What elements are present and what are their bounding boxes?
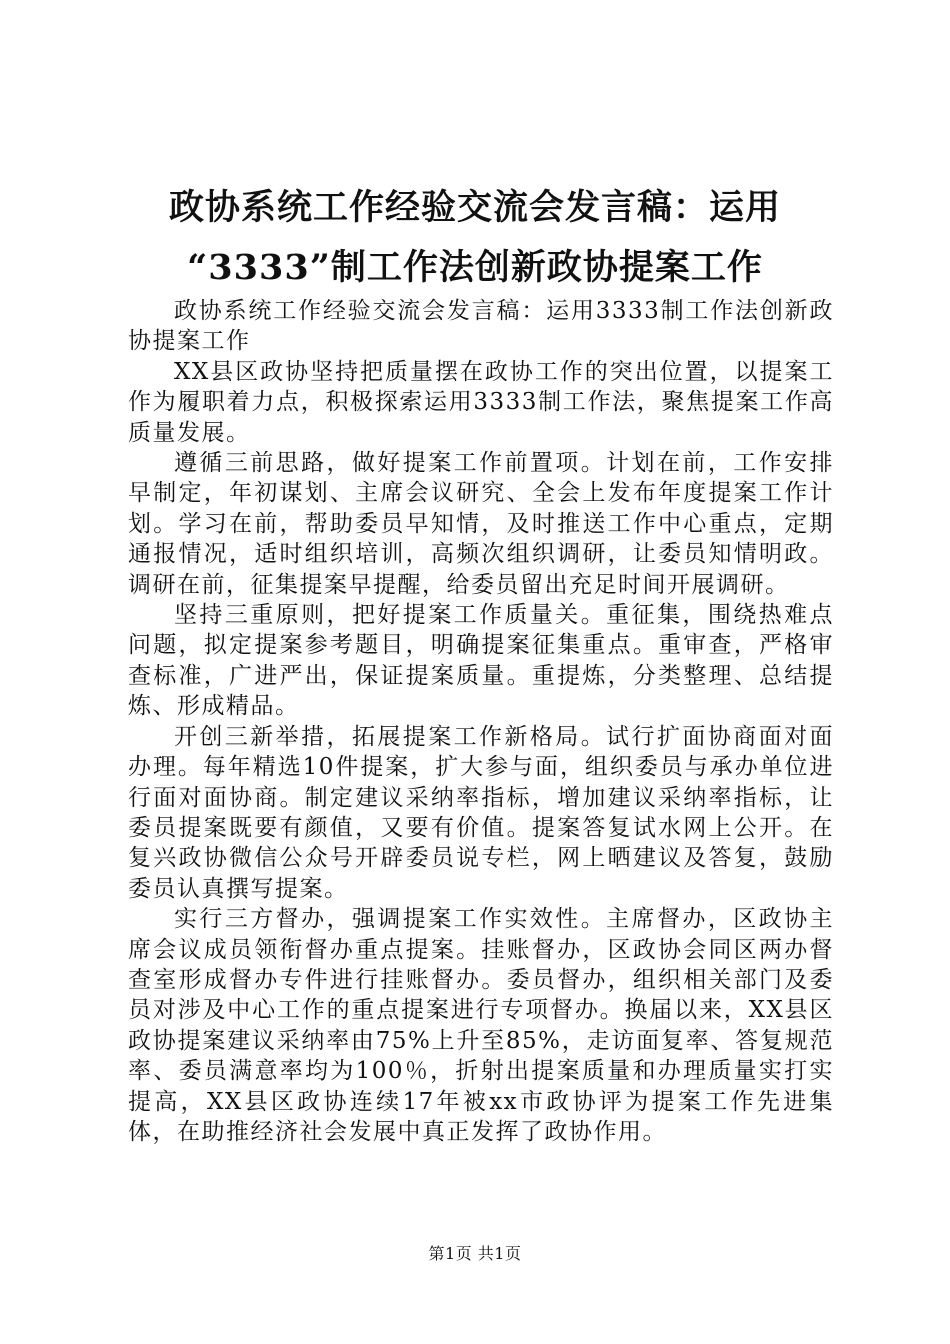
paragraph-intro: XX县区政协坚持把质量摆在政协工作的突出位置，以提案工作为履职着力点，积极探索运用3333制工作法，聚焦提案工作高质量发展。 — [128, 358, 834, 446]
paragraph-three-supervision: 实行三方督办，强调提案工作实效性。主席督办，区政协主席会议成员领衔督办重点提案。挂账督办，区政协会同区两办督查室形成督办专件进行挂账督办。委员督办，组织相关部门及委员对涉及中心工作的重点提案进行专项督办。换届以来，XX县区政协提案建议采纳率由75%上升至85%，走访面复率、答复规范率、委员满意率均为100％，折射出提案质量和办理质量实打实提高，XX县区政协连续17年被xx市政协评为提案工作先进集体，在助推经济社会发展中真正发挥了政协作用。 — [128, 906, 834, 1145]
document-body — [128, 296, 834, 1147]
page-footer: 第1页 共1页 — [428, 1244, 522, 1263]
document-title-line-2: “3333”制工作法创新政协提案工作 — [187, 247, 763, 288]
paragraph-three-new-measures: 开创三新举措，拓展提案工作新格局。试行扩面协商面对面办理。每年精选10件提案，扩大参与面，组织委员与承办单位进行面对面协商。制定建议采纳率指标，增加建议采纳率指标，让委员提案既要有颜值，又要有价值。提案答复试水网上公开。在复兴政协微信公众号开辟委员说专栏，网上晒建议及答复，鼓励委员认真撰写提案。 — [128, 723, 834, 902]
paragraph-three-fronts: 遵循三前思路，做好提案工作前置项。计划在前，工作安排早制定，年初谋划、主席会议研究、全会上发布年度提案工作计划。学习在前，帮助委员早知情，及时推送工作中心重点，定期通报情况，适时组织培训，高频次组织调研，让委员知情明政。调研在前，征集提案早提醒，给委员留出充足时间开展调研。 — [128, 450, 834, 598]
document-title-line-1: 政协系统工作经验交流会发言稿：运用 — [168, 187, 781, 228]
paragraph-subtitle: 政协系统工作经验交流会发言稿：运用3333制工作法创新政协提案工作 — [128, 298, 834, 355]
paragraph-three-principles: 坚持三重原则，把好提案工作质量关。重征集，围绕热难点问题，拟定提案参考题目，明确提案征集重点。重审查，严格审查标准，广进严出，保证提案质量。重提炼，分类整理、总结提炼、形成精品。 — [128, 602, 834, 720]
